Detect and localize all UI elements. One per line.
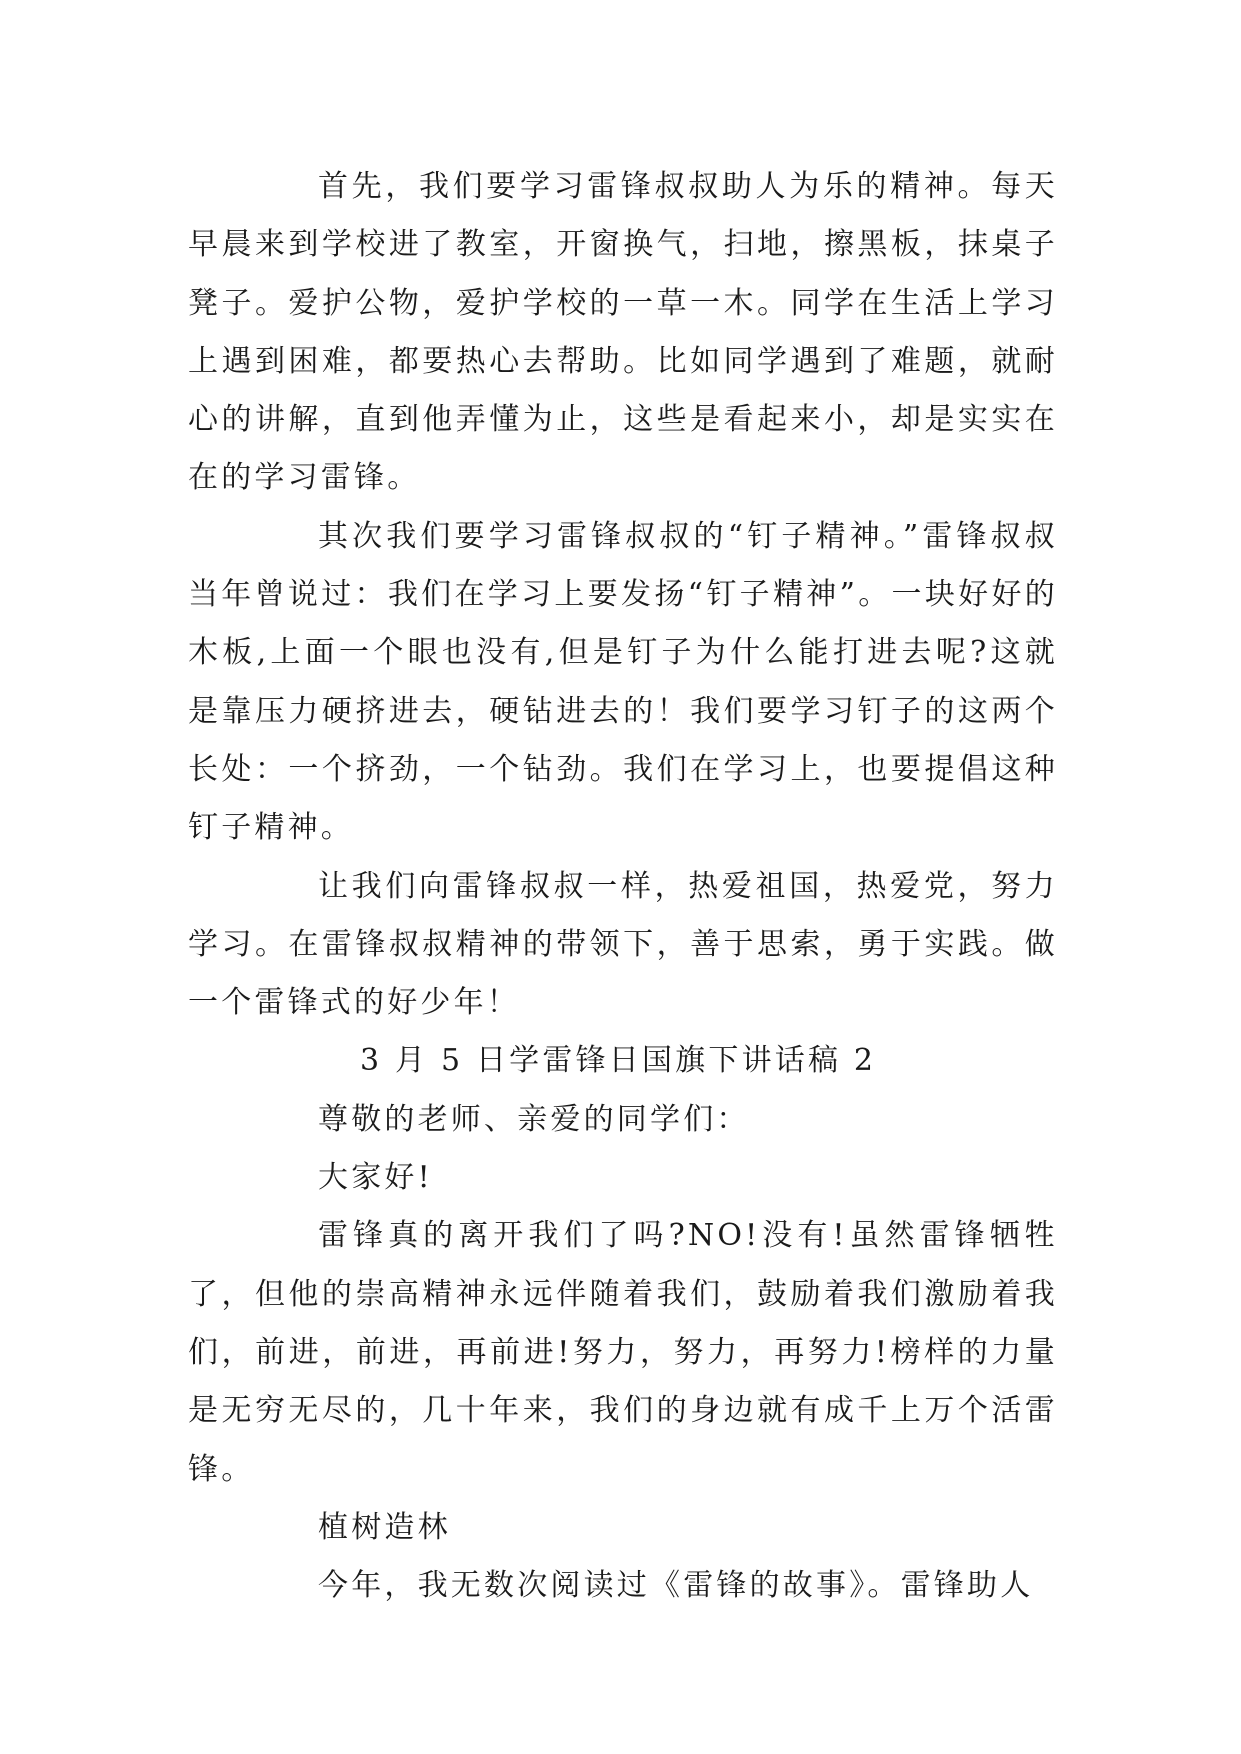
greeting: 大家好!	[318, 1160, 433, 1196]
paragraph-reading-story: 今年，我无数次阅读过《雷锋的故事》。雷锋助人	[318, 1568, 1034, 1604]
text-column	[188, 158, 1058, 1615]
paragraph-nail-spirit: 其次我们要学习雷锋叔叔的“钉子精神。”雷锋叔叔当年曾说过：我们在学习上要发扬“钉子精神”。一块好好的木板,上面一个眼也没有,但是钉子为什么能打进去呢?这就是靠压力硬挤进去，硬钻进去的！我们要学习钉子的这两个长处：一个挤劲，一个钻劲。我们在学习上，也要提倡这种钉子精神。	[188, 518, 1058, 846]
subheading-tree-planting: 植树造林	[318, 1509, 451, 1545]
paragraph-helping-others: 首先，我们要学习雷锋叔叔助人为乐的精神。每天早晨来到学校进了教室，开窗换气，扫地，擦黑板，抹桌子凳子。爱护公物，爱护学校的一草一木。同学在生活上学习上遇到困难，都要热心去帮助。比如同学遇到了难题，就耐心的讲解，直到他弄懂为止，这些是看起来小，却是实实在在的学习雷锋。	[188, 169, 1058, 496]
salutation: 尊敬的老师、亲爱的同学们：	[318, 1101, 750, 1137]
speech-title: 3 月 5 日学雷锋日国旗下讲话稿 2	[360, 1043, 877, 1079]
paragraph-lei-feng-lives-on: 雷锋真的离开我们了吗?NO!没有!虽然雷锋牺牲了，但他的崇高精神永远伴随着我们，鼓励着我们激励着我们，前进，前进，再前进!努力，努力，再努力!榜样的力量是无穷无尽的，几十年来，我们的身边就有成千上万个活雷锋。	[188, 1218, 1058, 1487]
paragraph-good-youth: 让我们向雷锋叔叔一样，热爱祖国，热爱党，努力学习。在雷锋叔叔精神的带领下，善于思索，勇于实践。做一个雷锋式的好少年！	[188, 868, 1058, 1021]
